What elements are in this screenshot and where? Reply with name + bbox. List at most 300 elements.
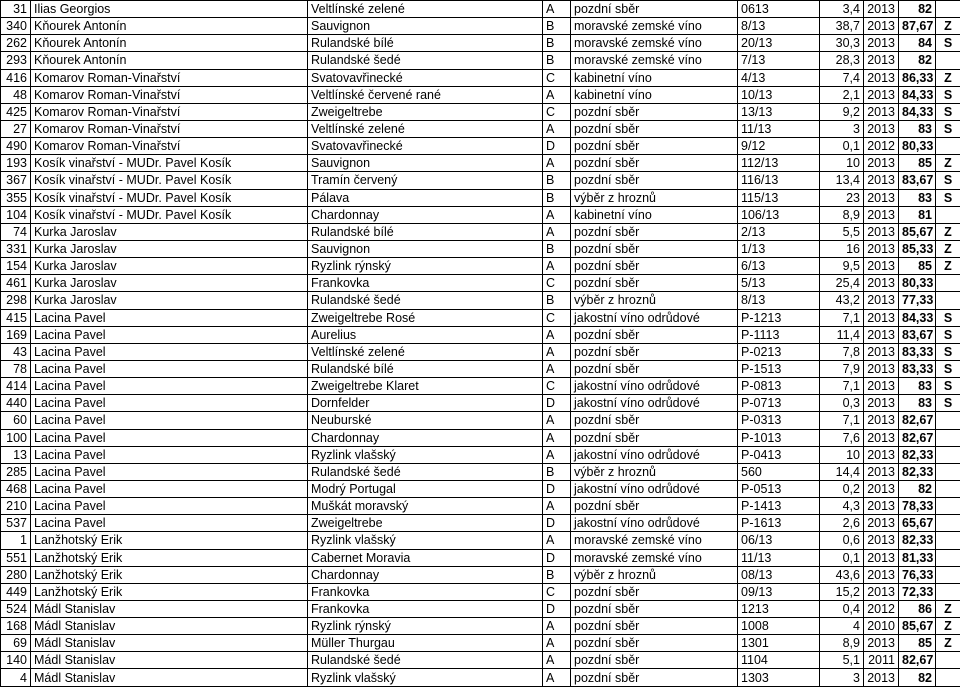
cell-producer: Kurka Jaroslav — [31, 240, 308, 257]
cell-producer: Mádl Stanislav — [31, 618, 308, 635]
table-row — [1, 120, 960, 137]
cell-volume: 5,5 — [820, 223, 864, 240]
table-row — [1, 172, 960, 189]
cell-quality-class: pozdní sběr — [571, 618, 738, 635]
cell-category: A — [543, 532, 571, 549]
cell-medal — [936, 463, 960, 480]
cell-score: 84,33 — [899, 309, 936, 326]
cell-score: 83 — [899, 189, 936, 206]
cell-vintage: 2011 — [864, 652, 899, 669]
cell-variety: Chardonnay — [308, 429, 543, 446]
cell-quality-class: pozdní sběr — [571, 258, 738, 275]
cell-category: A — [543, 360, 571, 377]
cell-variety: Müller Thurgau — [308, 635, 543, 652]
cell-volume: 13,4 — [820, 172, 864, 189]
cell-sample-code: 4/13 — [738, 69, 820, 86]
cell-sample-code: P-1113 — [738, 326, 820, 343]
cell-score: 82 — [899, 480, 936, 497]
cell-score: 83 — [899, 120, 936, 137]
cell-category: B — [543, 172, 571, 189]
cell-volume: 23 — [820, 189, 864, 206]
cell-category: D — [543, 515, 571, 532]
cell-medal: Z — [936, 600, 960, 617]
cell-sample-number: 416 — [1, 69, 31, 86]
cell-variety: Veltlínské červené rané — [308, 86, 543, 103]
cell-vintage: 2013 — [864, 275, 899, 292]
cell-medal — [936, 292, 960, 309]
cell-score: 82,67 — [899, 429, 936, 446]
cell-medal: S — [936, 395, 960, 412]
cell-volume: 7,9 — [820, 360, 864, 377]
cell-sample-number: 140 — [1, 652, 31, 669]
cell-variety: Neuburské — [308, 412, 543, 429]
cell-vintage: 2013 — [864, 35, 899, 52]
cell-volume: 0,3 — [820, 395, 864, 412]
cell-variety: Rulandské bílé — [308, 223, 543, 240]
cell-vintage: 2013 — [864, 429, 899, 446]
table-row — [1, 378, 960, 395]
cell-volume: 7,1 — [820, 412, 864, 429]
table-row — [1, 549, 960, 566]
cell-variety: Ryzlink rýnský — [308, 618, 543, 635]
table-row — [1, 583, 960, 600]
cell-variety: Zweigeltrebe — [308, 515, 543, 532]
cell-variety: Rulandské šedé — [308, 652, 543, 669]
cell-variety: Modrý Portugal — [308, 480, 543, 497]
cell-sample-code: P-1013 — [738, 429, 820, 446]
cell-category: A — [543, 86, 571, 103]
cell-medal: S — [936, 326, 960, 343]
cell-medal — [936, 52, 960, 69]
cell-medal — [936, 138, 960, 155]
cell-sample-code: P-1213 — [738, 309, 820, 326]
cell-volume: 5,1 — [820, 652, 864, 669]
cell-producer: Lanžhotský Erik — [31, 583, 308, 600]
table-row — [1, 69, 960, 86]
cell-sample-code: 5/13 — [738, 275, 820, 292]
cell-vintage: 2013 — [864, 566, 899, 583]
table-row — [1, 480, 960, 497]
table-row — [1, 240, 960, 257]
cell-score: 85 — [899, 635, 936, 652]
cell-quality-class: jakostní víno odrůdové — [571, 378, 738, 395]
cell-score: 85,67 — [899, 223, 936, 240]
cell-sample-number: 13 — [1, 446, 31, 463]
cell-sample-code: 8/13 — [738, 18, 820, 35]
table-row — [1, 652, 960, 669]
cell-volume: 3 — [820, 669, 864, 686]
cell-category: A — [543, 343, 571, 360]
cell-quality-class: kabinetní víno — [571, 69, 738, 86]
cell-volume: 9,5 — [820, 258, 864, 275]
cell-medal: S — [936, 172, 960, 189]
cell-sample-code: 0613 — [738, 1, 820, 18]
cell-quality-class: pozdní sběr — [571, 326, 738, 343]
cell-variety: Pálava — [308, 189, 543, 206]
cell-sample-number: 27 — [1, 120, 31, 137]
cell-sample-number: 100 — [1, 429, 31, 446]
cell-vintage: 2013 — [864, 172, 899, 189]
cell-sample-number: 48 — [1, 86, 31, 103]
cell-medal — [936, 532, 960, 549]
cell-producer: Lacina Pavel — [31, 412, 308, 429]
cell-sample-number: 193 — [1, 155, 31, 172]
cell-volume: 9,2 — [820, 103, 864, 120]
table-row — [1, 446, 960, 463]
cell-sample-code: P-0413 — [738, 446, 820, 463]
cell-sample-code: 1008 — [738, 618, 820, 635]
cell-vintage: 2013 — [864, 669, 899, 686]
cell-quality-class: pozdní sběr — [571, 275, 738, 292]
cell-score: 86 — [899, 600, 936, 617]
cell-sample-code: 9/12 — [738, 138, 820, 155]
cell-sample-code: 13/13 — [738, 103, 820, 120]
cell-quality-class: jakostní víno odrůdové — [571, 446, 738, 463]
cell-variety: Veltlínské zelené — [308, 1, 543, 18]
cell-variety: Svatovavřinecké — [308, 138, 543, 155]
cell-quality-class: jakostní víno odrůdové — [571, 395, 738, 412]
cell-category: D — [543, 480, 571, 497]
cell-score: 87,67 — [899, 18, 936, 35]
cell-sample-code: P-0213 — [738, 343, 820, 360]
cell-vintage: 2013 — [864, 69, 899, 86]
cell-score: 65,67 — [899, 515, 936, 532]
table-row — [1, 138, 960, 155]
cell-medal — [936, 480, 960, 497]
cell-volume: 2,1 — [820, 86, 864, 103]
cell-variety: Sauvignon — [308, 18, 543, 35]
table-row — [1, 669, 960, 686]
cell-volume: 16 — [820, 240, 864, 257]
cell-sample-number: 104 — [1, 206, 31, 223]
cell-category: B — [543, 463, 571, 480]
cell-quality-class: pozdní sběr — [571, 155, 738, 172]
cell-sample-number: 168 — [1, 618, 31, 635]
cell-volume: 7,6 — [820, 429, 864, 446]
cell-variety: Sauvignon — [308, 155, 543, 172]
cell-category: A — [543, 155, 571, 172]
cell-score: 80,33 — [899, 275, 936, 292]
cell-medal: S — [936, 103, 960, 120]
cell-medal: Z — [936, 635, 960, 652]
cell-variety: Zweigeltrebe — [308, 103, 543, 120]
cell-producer: Lacina Pavel — [31, 498, 308, 515]
cell-variety: Dornfelder — [308, 395, 543, 412]
cell-vintage: 2013 — [864, 326, 899, 343]
cell-vintage: 2013 — [864, 189, 899, 206]
cell-medal — [936, 498, 960, 515]
table-row — [1, 395, 960, 412]
cell-category: B — [543, 52, 571, 69]
cell-vintage: 2013 — [864, 86, 899, 103]
cell-volume: 14,4 — [820, 463, 864, 480]
cell-score: 77,33 — [899, 292, 936, 309]
cell-vintage: 2013 — [864, 360, 899, 377]
cell-score: 83,67 — [899, 326, 936, 343]
cell-variety: Rulandské šedé — [308, 52, 543, 69]
table-row — [1, 155, 960, 172]
cell-quality-class: pozdní sběr — [571, 223, 738, 240]
table-row — [1, 103, 960, 120]
cell-category: C — [543, 309, 571, 326]
cell-producer: Lacina Pavel — [31, 360, 308, 377]
table-row — [1, 275, 960, 292]
cell-vintage: 2013 — [864, 18, 899, 35]
cell-category: A — [543, 258, 571, 275]
cell-variety: Ryzlink vlašský — [308, 669, 543, 686]
table-row — [1, 618, 960, 635]
cell-vintage: 2012 — [864, 600, 899, 617]
cell-sample-number: 169 — [1, 326, 31, 343]
cell-category: A — [543, 652, 571, 669]
cell-category: B — [543, 292, 571, 309]
cell-sample-number: 340 — [1, 18, 31, 35]
cell-vintage: 2013 — [864, 635, 899, 652]
cell-sample-number: 210 — [1, 498, 31, 515]
cell-quality-class: pozdní sběr — [571, 583, 738, 600]
cell-volume: 4,3 — [820, 498, 864, 515]
cell-score: 82 — [899, 669, 936, 686]
cell-score: 86,33 — [899, 69, 936, 86]
cell-vintage: 2013 — [864, 120, 899, 137]
cell-volume: 0,1 — [820, 549, 864, 566]
cell-vintage: 2013 — [864, 309, 899, 326]
cell-sample-code: 1/13 — [738, 240, 820, 257]
cell-sample-code: 1301 — [738, 635, 820, 652]
cell-producer: Kurka Jaroslav — [31, 258, 308, 275]
cell-producer: Kosík vinařství - MUDr. Pavel Kosík — [31, 206, 308, 223]
cell-sample-number: 490 — [1, 138, 31, 155]
cell-sample-number: 4 — [1, 669, 31, 686]
cell-category: B — [543, 566, 571, 583]
cell-medal: Z — [936, 240, 960, 257]
cell-sample-code: P-0813 — [738, 378, 820, 395]
cell-quality-class: pozdní sběr — [571, 498, 738, 515]
table-row — [1, 635, 960, 652]
cell-volume: 25,4 — [820, 275, 864, 292]
cell-medal — [936, 669, 960, 686]
cell-medal — [936, 652, 960, 669]
cell-category: B — [543, 35, 571, 52]
cell-quality-class: výběr z hroznů — [571, 463, 738, 480]
cell-medal — [936, 429, 960, 446]
cell-sample-number: 154 — [1, 258, 31, 275]
cell-sample-number: 355 — [1, 189, 31, 206]
cell-sample-number: 262 — [1, 35, 31, 52]
cell-producer: Kosík vinařství - MUDr. Pavel Kosík — [31, 155, 308, 172]
cell-score: 85,33 — [899, 240, 936, 257]
cell-vintage: 2013 — [864, 532, 899, 549]
cell-quality-class: pozdní sběr — [571, 600, 738, 617]
cell-medal: S — [936, 309, 960, 326]
cell-sample-number: 524 — [1, 600, 31, 617]
cell-volume: 10 — [820, 155, 864, 172]
cell-sample-number: 69 — [1, 635, 31, 652]
cell-score: 72,33 — [899, 583, 936, 600]
cell-score: 82,33 — [899, 532, 936, 549]
cell-sample-number: 1 — [1, 532, 31, 549]
cell-medal: Z — [936, 258, 960, 275]
cell-producer: Lacina Pavel — [31, 463, 308, 480]
cell-quality-class: výběr z hroznů — [571, 566, 738, 583]
cell-quality-class: pozdní sběr — [571, 360, 738, 377]
cell-sample-code: 7/13 — [738, 52, 820, 69]
cell-sample-code: 08/13 — [738, 566, 820, 583]
cell-medal — [936, 412, 960, 429]
cell-sample-number: 280 — [1, 566, 31, 583]
cell-medal — [936, 549, 960, 566]
table-row — [1, 532, 960, 549]
cell-sample-code: P-1413 — [738, 498, 820, 515]
cell-medal: Z — [936, 155, 960, 172]
cell-quality-class: výběr z hroznů — [571, 292, 738, 309]
cell-score: 83,33 — [899, 343, 936, 360]
cell-vintage: 2013 — [864, 52, 899, 69]
cell-variety: Veltlínské zelené — [308, 120, 543, 137]
cell-sample-number: 440 — [1, 395, 31, 412]
cell-variety: Rulandské bílé — [308, 35, 543, 52]
cell-category: B — [543, 18, 571, 35]
cell-producer: Mádl Stanislav — [31, 600, 308, 617]
cell-vintage: 2013 — [864, 498, 899, 515]
cell-quality-class: moravské zemské víno — [571, 532, 738, 549]
cell-category: A — [543, 635, 571, 652]
cell-score: 81,33 — [899, 549, 936, 566]
cell-sample-code: 116/13 — [738, 172, 820, 189]
cell-volume: 0,4 — [820, 600, 864, 617]
cell-volume: 7,1 — [820, 378, 864, 395]
cell-quality-class: kabinetní víno — [571, 206, 738, 223]
cell-vintage: 2013 — [864, 240, 899, 257]
cell-score: 85 — [899, 258, 936, 275]
cell-score: 83,33 — [899, 360, 936, 377]
cell-volume: 43,6 — [820, 566, 864, 583]
table-row — [1, 292, 960, 309]
cell-sample-code: P-0313 — [738, 412, 820, 429]
table-body — [1, 1, 960, 687]
table-row — [1, 189, 960, 206]
cell-variety: Frankovka — [308, 275, 543, 292]
cell-producer: Lacina Pavel — [31, 309, 308, 326]
cell-category: A — [543, 223, 571, 240]
cell-vintage: 2013 — [864, 343, 899, 360]
cell-vintage: 2012 — [864, 138, 899, 155]
cell-category: D — [543, 395, 571, 412]
cell-sample-code: 106/13 — [738, 206, 820, 223]
cell-medal: Z — [936, 18, 960, 35]
cell-quality-class: pozdní sběr — [571, 652, 738, 669]
cell-medal — [936, 515, 960, 532]
cell-sample-number: 449 — [1, 583, 31, 600]
cell-sample-number: 78 — [1, 360, 31, 377]
cell-category: C — [543, 69, 571, 86]
cell-quality-class: moravské zemské víno — [571, 549, 738, 566]
cell-volume: 8,9 — [820, 635, 864, 652]
cell-vintage: 2013 — [864, 103, 899, 120]
cell-producer: Komarov Roman-Vinařství — [31, 120, 308, 137]
cell-category: A — [543, 412, 571, 429]
cell-producer: Mádl Stanislav — [31, 652, 308, 669]
cell-producer: Komarov Roman-Vinařství — [31, 103, 308, 120]
cell-score: 82,33 — [899, 463, 936, 480]
cell-sample-number: 43 — [1, 343, 31, 360]
cell-volume: 7,1 — [820, 309, 864, 326]
cell-producer: Kurka Jaroslav — [31, 292, 308, 309]
cell-score: 85,67 — [899, 618, 936, 635]
cell-volume: 0,2 — [820, 480, 864, 497]
cell-sample-code: 11/13 — [738, 120, 820, 137]
cell-quality-class: pozdní sběr — [571, 669, 738, 686]
cell-sample-code: 09/13 — [738, 583, 820, 600]
table-row — [1, 309, 960, 326]
cell-vintage: 2013 — [864, 463, 899, 480]
cell-quality-class: pozdní sběr — [571, 138, 738, 155]
cell-producer: Kosík vinařství - MUDr. Pavel Kosík — [31, 172, 308, 189]
cell-vintage: 2010 — [864, 618, 899, 635]
cell-quality-class: pozdní sběr — [571, 1, 738, 18]
table-row — [1, 223, 960, 240]
cell-score: 81 — [899, 206, 936, 223]
cell-volume: 43,2 — [820, 292, 864, 309]
cell-producer: Kurka Jaroslav — [31, 275, 308, 292]
cell-category: A — [543, 1, 571, 18]
cell-score: 82 — [899, 1, 936, 18]
cell-quality-class: pozdní sběr — [571, 429, 738, 446]
cell-producer: Kňourek Antonín — [31, 52, 308, 69]
cell-sample-number: 461 — [1, 275, 31, 292]
cell-sample-number: 415 — [1, 309, 31, 326]
cell-variety: Sauvignon — [308, 240, 543, 257]
table-row — [1, 35, 960, 52]
cell-sample-code: P-1613 — [738, 515, 820, 532]
cell-volume: 8,9 — [820, 206, 864, 223]
cell-variety: Tramín červený — [308, 172, 543, 189]
cell-sample-number: 60 — [1, 412, 31, 429]
cell-vintage: 2013 — [864, 549, 899, 566]
cell-medal: S — [936, 378, 960, 395]
cell-sample-code: 115/13 — [738, 189, 820, 206]
cell-quality-class: jakostní víno odrůdové — [571, 309, 738, 326]
cell-sample-code: 2/13 — [738, 223, 820, 240]
cell-volume: 2,6 — [820, 515, 864, 532]
cell-category: B — [543, 240, 571, 257]
table-row — [1, 360, 960, 377]
cell-quality-class: kabinetní víno — [571, 86, 738, 103]
table-row — [1, 206, 960, 223]
cell-medal: S — [936, 189, 960, 206]
cell-volume: 0,6 — [820, 532, 864, 549]
cell-quality-class: pozdní sběr — [571, 412, 738, 429]
cell-quality-class: jakostní víno odrůdové — [571, 515, 738, 532]
cell-volume: 3,4 — [820, 1, 864, 18]
cell-variety: Frankovka — [308, 583, 543, 600]
cell-sample-code: 20/13 — [738, 35, 820, 52]
cell-category: A — [543, 326, 571, 343]
cell-score: 82 — [899, 52, 936, 69]
cell-sample-number: 31 — [1, 1, 31, 18]
cell-producer: Lacina Pavel — [31, 326, 308, 343]
cell-sample-number: 285 — [1, 463, 31, 480]
cell-quality-class: jakostní víno odrůdové — [571, 480, 738, 497]
cell-vintage: 2013 — [864, 583, 899, 600]
cell-volume: 28,3 — [820, 52, 864, 69]
cell-category: D — [543, 138, 571, 155]
cell-medal: Z — [936, 69, 960, 86]
cell-sample-number: 537 — [1, 515, 31, 532]
table-row — [1, 566, 960, 583]
cell-producer: Lacina Pavel — [31, 480, 308, 497]
cell-category: A — [543, 446, 571, 463]
